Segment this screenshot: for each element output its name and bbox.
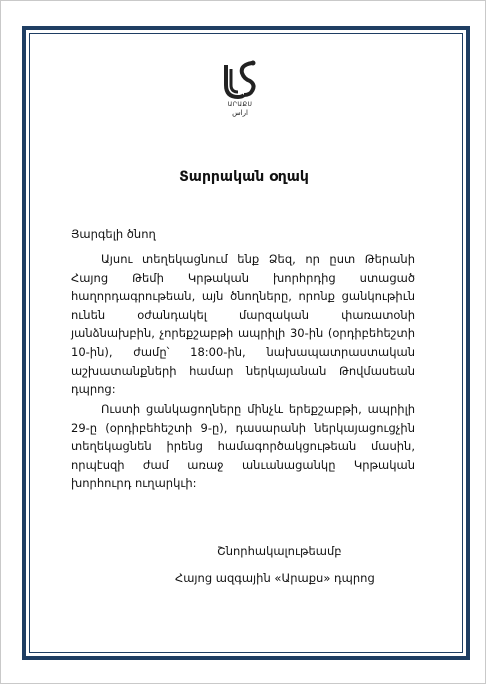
letter-greeting: Յարգելի ծնող: [71, 227, 156, 241]
letter-title: Տարրական օղակ: [179, 169, 309, 185]
letter-paragraph-1: Այսու տեղեկացնում ենք Ձեզ, որ ըստ Թերանի Հայոց Թեմի Կրթական խորհրդից ստացած հաղորդագրութեան, այն ծնողները, որոնք ցանկութիւն ունեն օժանդակել մարզական փառատօնի յանձնախբին, չորեքշաբթի ապրիլի 30-ին (օրդիբեհեշտի 10-ին), ժամը՝ 18:00-ին, նախապատրաստական աշխատանքների համար ներկայանան Թովմասեան դպրոց:: [71, 252, 415, 397]
letter-signature: Հայոց ազգային «Արաքս» դպրոց: [175, 571, 375, 585]
letter-closing: Շնորհակալութեամբ: [217, 544, 342, 558]
letter-paragraph-2: Ուստի ցանկացողները մինչև երեքշաբթի, ապրիլի 29-ը (օրդիբեհեշտի 9-ը), դասարանի ներկայացուցչին տեղեկացնեն իրենց համագործակցութեան մասին, որպէսզի ժամ առաջ անւանացանկը Կրթական խորհուրդ ուղարկւի:: [71, 402, 415, 491]
araks-school-logo-icon: [220, 59, 260, 101]
school-logo: [220, 59, 268, 123]
logo-wordmark-armenian: ԱՐԱՔՍ: [227, 101, 253, 108]
logo-wordmark-persian: اراس: [232, 109, 248, 117]
